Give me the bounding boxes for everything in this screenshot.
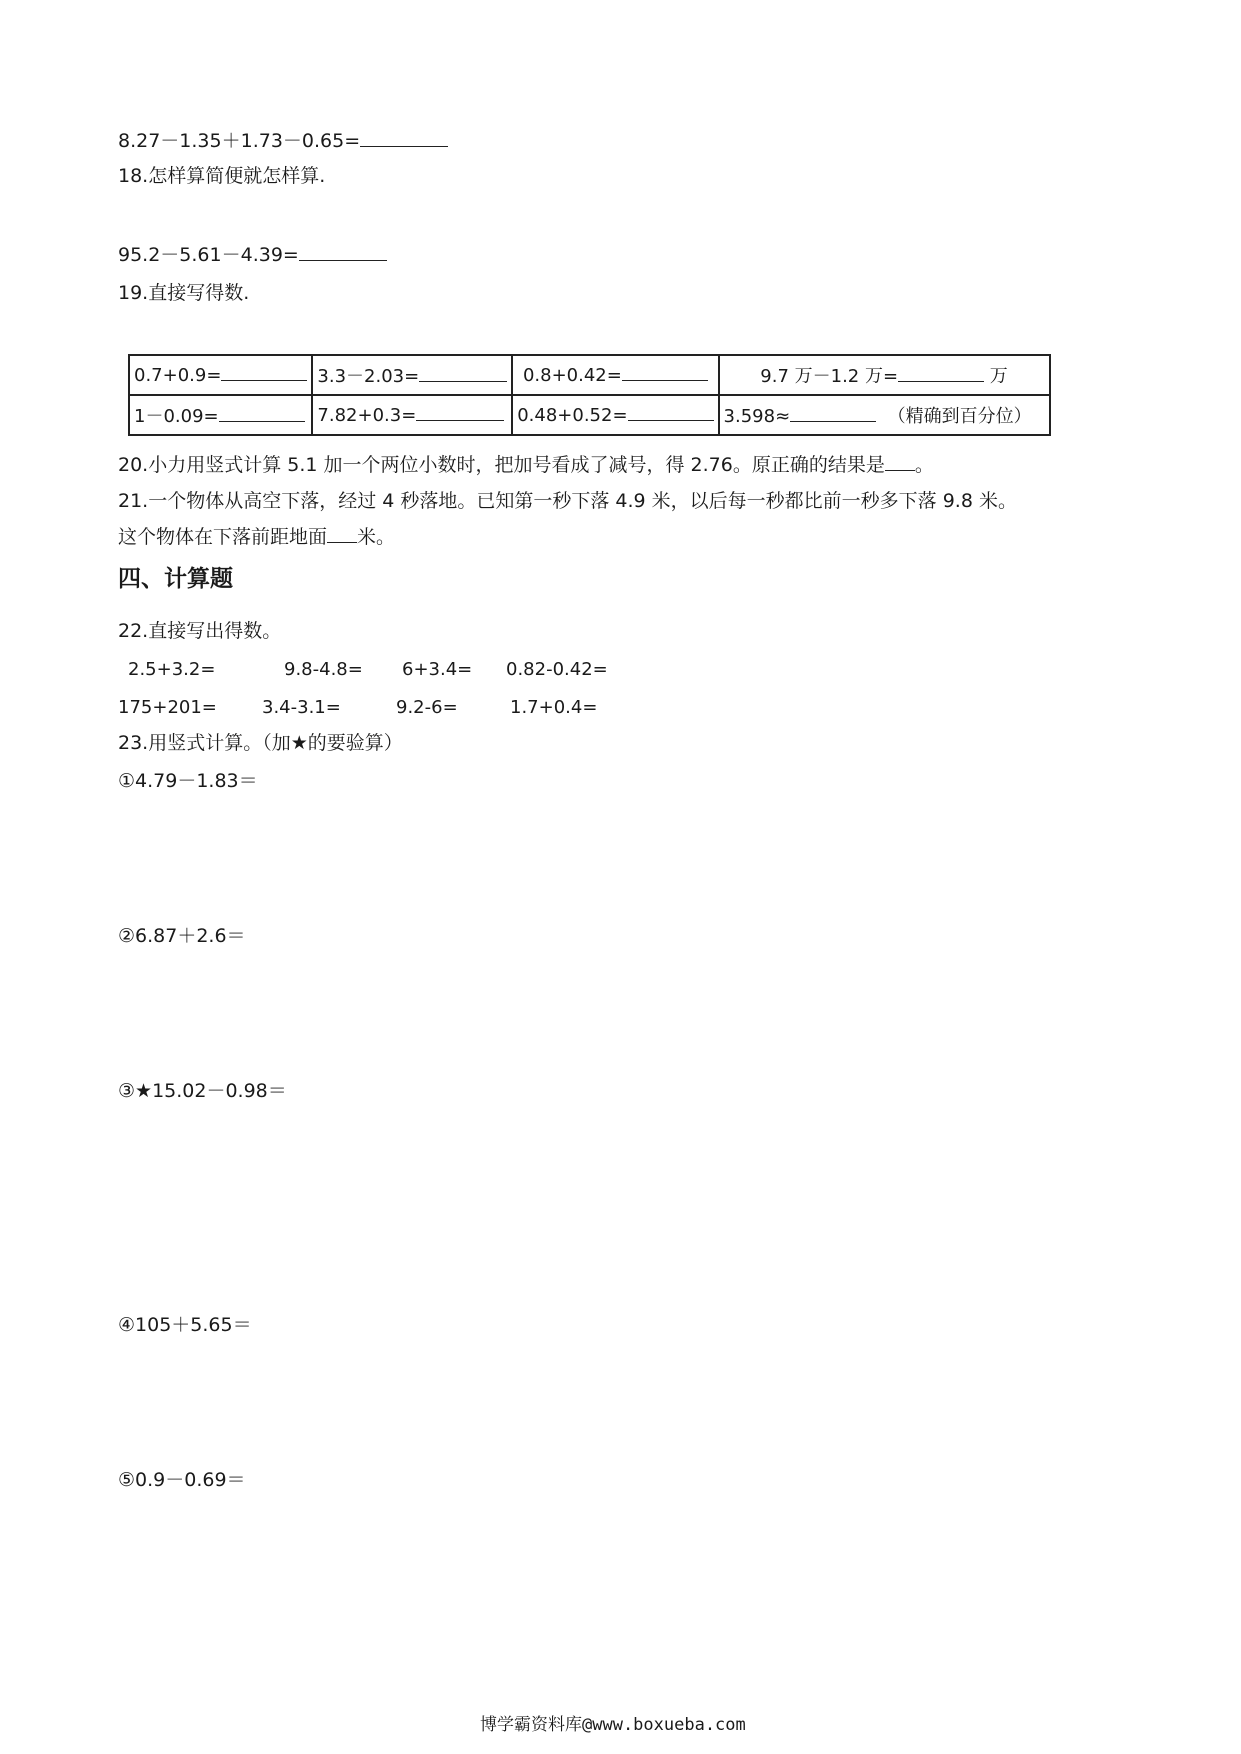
- q22-item: 9.8-4.8=: [284, 659, 363, 680]
- q22-item: 3.4-3.1=: [262, 697, 341, 718]
- answer-blank[interactable]: [898, 365, 984, 382]
- table-cell: 1－0.09=: [129, 395, 312, 435]
- q18-expr-text: 95.2－5.61－4.39=: [118, 244, 299, 266]
- table-cell: 0.7+0.9=: [129, 355, 312, 395]
- footer-watermark: 博学霸资料库@www.boxueba.com: [480, 1715, 746, 1735]
- q21-line2: 这个物体在下落前距地面 米。: [118, 526, 396, 548]
- q22-item: 2.5+3.2=: [128, 659, 216, 680]
- q22-item: 1.7+0.4=: [510, 697, 598, 718]
- q23-item-4: ④105＋5.65＝: [118, 1314, 252, 1336]
- q18-title: 18.怎样算简便就怎样算.: [118, 165, 326, 187]
- q19-table: [128, 354, 1051, 436]
- q21-line1: 21.一个物体从高空下落，经过 4 秒落地。已知第一秒下落 4.9 米，以后每一秒都比前一秒多下落 9.8 米。: [118, 490, 1017, 512]
- table-cell: 0.8+0.42=: [512, 355, 718, 395]
- table-cell: 3.3－2.03=: [312, 355, 512, 395]
- table-row: [129, 355, 1050, 395]
- q18-answer-blank[interactable]: [299, 244, 387, 261]
- q18-expression: [118, 242, 387, 268]
- q22-item: 175+201=: [118, 697, 217, 718]
- q20-answer-blank[interactable]: [885, 454, 915, 471]
- table-cell: 7.82+0.3=: [312, 395, 512, 435]
- unit-wan: 万: [989, 366, 1008, 387]
- q20-text: 20.小力用竖式计算 5.1 加一个两位小数时，把加号看成了减号，得 2.76。原正确的结果是: [118, 454, 885, 476]
- q23-item-1: ①4.79－1.83＝: [118, 770, 258, 792]
- q22-title: 22.直接写出得数。: [118, 620, 282, 642]
- q21-answer-blank[interactable]: [327, 526, 357, 543]
- answer-blank[interactable]: [416, 404, 504, 421]
- q17-expr-text: 8.27－1.35＋1.73－0.65=: [118, 130, 361, 152]
- answer-blank[interactable]: [419, 365, 507, 382]
- table-row: [129, 395, 1050, 435]
- q23-item-5: ⑤0.9－0.69＝: [118, 1469, 246, 1491]
- answer-blank[interactable]: [628, 404, 714, 421]
- q22-item: 6+3.4=: [402, 659, 473, 680]
- answer-blank[interactable]: [790, 405, 876, 422]
- q23-item-3: ③★15.02－0.98＝: [118, 1080, 287, 1102]
- q23-title: 23.用竖式计算。（加★的要验算）: [118, 732, 403, 754]
- q22-item: 9.2-6=: [396, 697, 458, 718]
- answer-blank[interactable]: [622, 364, 708, 381]
- q19-title: 19.直接写得数.: [118, 282, 250, 304]
- answer-blank[interactable]: [219, 405, 305, 422]
- precision-note: （精确到百分位）: [887, 406, 1032, 427]
- q20-question: 20.小力用竖式计算 5.1 加一个两位小数时，把加号看成了减号，得 2.76。原正确的结果是 。: [118, 454, 934, 476]
- q23-item-2: ②6.87＋2.6＝: [118, 925, 246, 947]
- section-heading: 四、计算题: [118, 566, 233, 592]
- table-cell: 9.7 万－1.2 万= 万: [719, 355, 1050, 395]
- table-cell: 0.48+0.52=: [512, 395, 718, 435]
- q22-item: 0.82-0.42=: [506, 659, 608, 680]
- table-cell: 3.598≈ （精确到百分位）: [719, 395, 1050, 435]
- q17-answer-blank[interactable]: [360, 130, 448, 147]
- answer-blank[interactable]: [221, 364, 307, 381]
- q17-expression: [118, 128, 448, 154]
